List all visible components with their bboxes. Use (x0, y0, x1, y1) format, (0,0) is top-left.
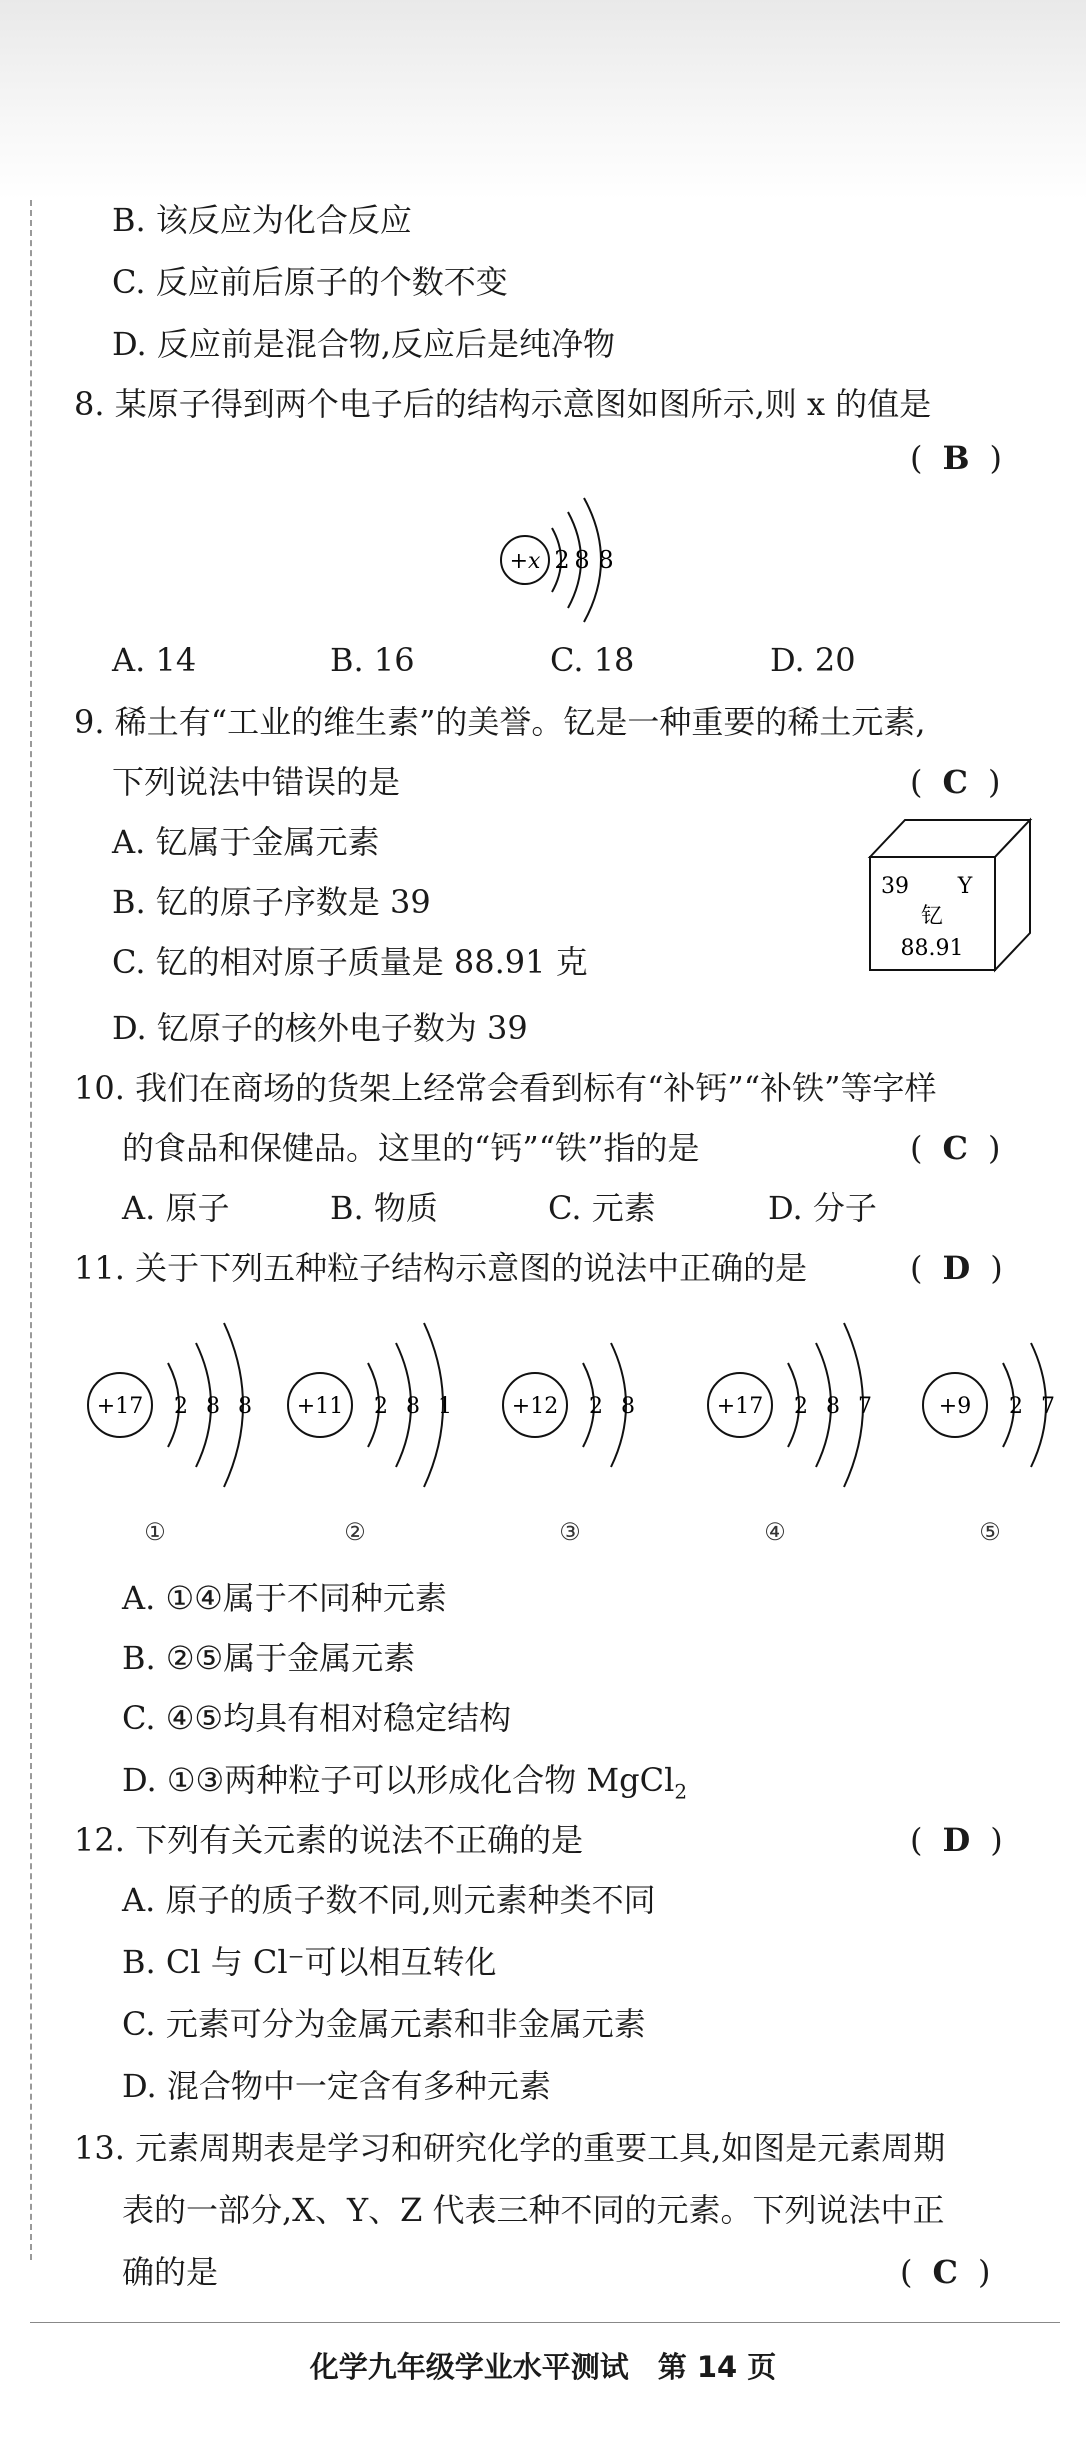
particle-3-shell-2-count: 8 (621, 1394, 635, 1419)
q10-stem-line2: 的食品和保健品。这里的“钙”“铁”指的是 (122, 1129, 700, 1167)
q13-answer: C (932, 2253, 958, 2291)
q11-option-a: A. ①④属于不同种元素 (122, 1579, 447, 1617)
yttrium-atomic-number: 39 (881, 874, 909, 899)
yttrium-mass: 88.91 (900, 936, 964, 961)
q7-option-b: B. 该反应为化合反应 (112, 201, 412, 239)
q12-option-d: D. 混合物中一定含有多种元素 (122, 2067, 551, 2105)
yttrium-name: 钇 (920, 904, 944, 929)
particle-5-shell-1-count: 2 (1009, 1394, 1023, 1419)
q10-option-d: D. 分子 (768, 1189, 877, 1227)
q9-option-c: C. 钇的相对原子质量是 88.91 克 (112, 943, 588, 981)
q11-particle-diagrams (80, 1310, 1070, 1560)
q8-stem: 8. 某原子得到两个电子后的结构示意图如图所示,则 x 的值是 (74, 385, 932, 423)
q8-option-a: A. 14 (112, 641, 197, 679)
q9-option-a: A. 钇属于金属元素 (112, 823, 380, 861)
particle-4-shell-3-count: 7 (858, 1394, 872, 1419)
yttrium-element-card (865, 815, 1035, 975)
q12-answer-bracket: ( D ) (910, 1821, 1003, 1859)
binding-margin-line (30, 200, 32, 2260)
particle-4-nucleus-label: +17 (716, 1394, 764, 1419)
q7-option-c: C. 反应前后原子的个数不变 (112, 263, 508, 301)
q11-option-b: B. ②⑤属于金属元素 (122, 1639, 416, 1677)
q13-stem-line2: 表的一部分,X、Y、Z 代表三种不同的元素。下列说法中正 (122, 2191, 945, 2229)
q8-shell-3: 8 (598, 546, 614, 574)
q12-answer: D (942, 1821, 971, 1859)
q13-stem-line3: 确的是 (122, 2253, 219, 2291)
q11-stem: 11. 关于下列五种粒子结构示意图的说法中正确的是 (74, 1249, 808, 1287)
particle-4-shell-1-count: 2 (794, 1394, 808, 1419)
particle-1-shell-2-count: 8 (206, 1394, 220, 1419)
q10-answer: C (942, 1129, 968, 1167)
q8-shell-1: 2 (554, 546, 570, 574)
particle-4-shell-2-count: 8 (826, 1394, 840, 1419)
particle-2-shell-3-count: 1 (438, 1394, 452, 1419)
particle-1-shell-3-count: 8 (238, 1394, 252, 1419)
q8-option-b: B. 16 (330, 641, 415, 679)
q10-option-b: B. 物质 (330, 1189, 438, 1227)
q11-answer-bracket: ( D ) (910, 1249, 1003, 1287)
q12-option-c: C. 元素可分为金属元素和非金属元素 (122, 2005, 646, 2043)
q11-option-d: D. ①③两种粒子可以形成化合物 MgCl$_2$ (122, 1761, 688, 1804)
q9-stem-line2: 下列说法中错误的是 (112, 763, 401, 801)
particle-1-label: ① (144, 1518, 166, 1546)
q10-option-a: A. 原子 (122, 1189, 230, 1227)
q13-answer-bracket: ( C ) (900, 2253, 991, 2291)
q8-answer-bracket: ( B ) (910, 439, 1003, 477)
q9-option-d: D. 钇原子的核外电子数为 39 (112, 1009, 528, 1047)
particle-4-label: ④ (764, 1518, 786, 1546)
q8-option-d: D. 20 (770, 641, 856, 679)
q8-option-c: C. 18 (550, 641, 635, 679)
q11-option-c: C. ④⑤均具有相对稳定结构 (122, 1699, 512, 1737)
q13-stem-line1: 13. 元素周期表是学习和研究化学的重要工具,如图是元素周期 (74, 2129, 946, 2167)
footer-rule (30, 2322, 1060, 2323)
q10-option-c: C. 元素 (548, 1189, 656, 1227)
particle-5-label: ⑤ (979, 1518, 1001, 1546)
particle-1-shell-1-count: 2 (174, 1394, 188, 1419)
particle-3-label: ③ (559, 1518, 581, 1546)
q12-option-b: B. Cl 与 Cl⁻可以相互转化 (122, 1943, 497, 1981)
particle-5-shell-2-count: 7 (1041, 1394, 1055, 1419)
q8-atom-diagram (490, 490, 650, 630)
particle-2-shell-1-count: 2 (374, 1394, 388, 1419)
q9-option-b: B. 钇的原子序数是 39 (112, 883, 431, 921)
particle-3-shell-1-count: 2 (589, 1394, 603, 1419)
particle-2-shell-2-count: 8 (406, 1394, 420, 1419)
q12-option-a: A. 原子的质子数不同,则元素种类不同 (122, 1881, 656, 1919)
q8-nucleus-label: +x (509, 549, 541, 574)
particle-2-nucleus-label: +11 (296, 1394, 344, 1419)
particle-5-nucleus-label: +9 (938, 1394, 972, 1419)
particle-3-nucleus-label: +12 (511, 1394, 559, 1419)
scan-top-shadow (0, 0, 1086, 200)
yttrium-symbol: Y (957, 874, 973, 899)
q7-option-d: D. 反应前是混合物,反应后是纯净物 (112, 325, 616, 363)
q9-answer-bracket: ( C ) (910, 763, 1001, 801)
q10-stem-line1: 10. 我们在商场的货架上经常会看到标有“补钙”“补铁”等字样 (74, 1069, 937, 1107)
q8-answer: B (942, 439, 970, 477)
q10-answer-bracket: ( C ) (910, 1129, 1001, 1167)
q11-answer: D (942, 1249, 971, 1287)
q9-answer: C (942, 763, 968, 801)
particle-2-label: ② (344, 1518, 366, 1546)
q9-stem-line1: 9. 稀土有“工业的维生素”的美誉。钇是一种重要的稀土元素, (74, 703, 926, 741)
q8-shell-2: 8 (574, 546, 590, 574)
q12-stem: 12. 下列有关元素的说法不正确的是 (74, 1821, 584, 1859)
particle-1-nucleus-label: +17 (96, 1394, 144, 1419)
page-footer: 化学九年级学业水平测试 第 14 页 (309, 2350, 777, 2384)
